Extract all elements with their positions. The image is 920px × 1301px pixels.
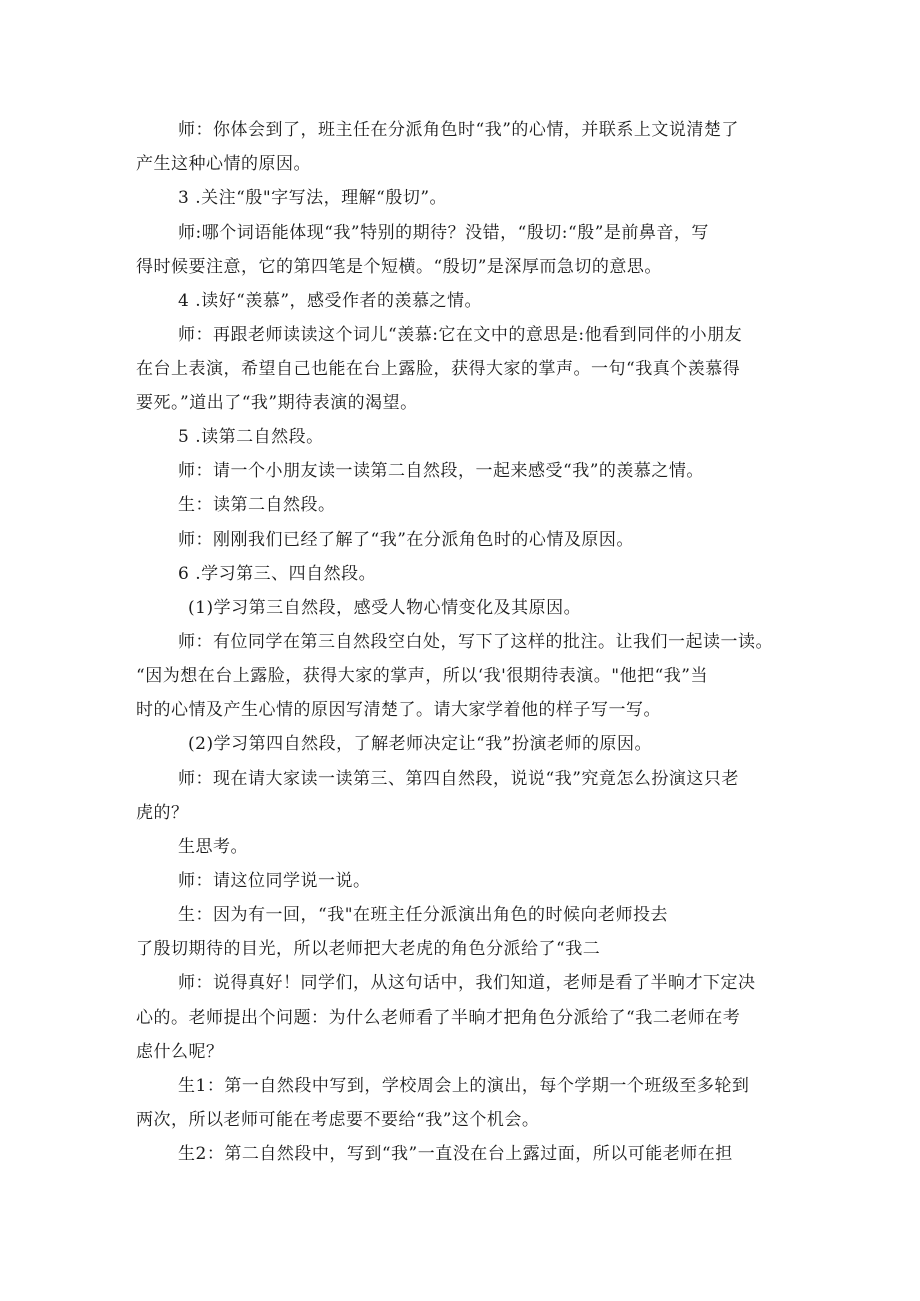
paragraph-line: 虑什么呢？ bbox=[136, 1042, 224, 1062]
paragraph-line: 生1：第一自然段中写到，学校周会上的演出，每个学期一个班级至多轮到 bbox=[178, 1076, 750, 1096]
paragraph-line: 师：刚刚我们已经了解了“我”在分派角色时的心情及原因。 bbox=[178, 530, 634, 550]
paragraph-line: 虎的？ bbox=[136, 803, 189, 823]
paragraph-line: 师：请这位同学说一说。 bbox=[178, 871, 371, 891]
paragraph-line: 师：你体会到了，班主任在分派角色时“我”的心情，并联系上文说清楚了 bbox=[178, 120, 739, 140]
paragraph-line: “因为想在台上露脸，获得大家的掌声，所以‘我'很期待表演。"他把“我”当 bbox=[136, 666, 708, 686]
paragraph-line: 时的心情及产生心情的原因写清楚了。请大家学着他的样子写一写。 bbox=[136, 700, 661, 720]
paragraph-line: 心的。老师提出个问题：为什么老师看了半晌才把角色分派给了“我二老师在考 bbox=[136, 1008, 741, 1028]
paragraph-line: 要死。”道出了“我”期待表演的渴望。 bbox=[136, 393, 418, 413]
section-heading: 4 .读好“羡慕”，感受作者的羡慕之情。 bbox=[178, 291, 483, 311]
section-heading: 3 .关注“殷"字写法，理解“殷切”。 bbox=[178, 188, 448, 208]
paragraph-line: 师：请一个小朋友读一读第二自然段，一起来感受“我”的羡慕之情。 bbox=[178, 461, 704, 481]
paragraph-line: 了殷切期待的目光，所以老师把大老虎的角色分派给了“我二 bbox=[136, 939, 601, 959]
paragraph-line: 两次，所以老师可能在考虑要不要给“我”这个机会。 bbox=[136, 1110, 540, 1130]
paragraph-line: 生：读第二自然段。 bbox=[178, 495, 336, 515]
section-heading: 6 .学习第三、四自然段。 bbox=[178, 564, 377, 584]
section-heading: 5 .读第二自然段。 bbox=[178, 427, 324, 447]
paragraph-line: 得时候要注意，它的第四笔是个短横。“殷切”是深厚而急切的意思。 bbox=[136, 257, 662, 277]
paragraph-line: 生2：第二自然段中，写到“我”一直没在台上露过面，所以可能老师在担 bbox=[178, 1144, 733, 1164]
paragraph-line: 在台上表演，希望自己也能在台上露脸，获得大家的掌声。一句“我真个羡慕得 bbox=[136, 359, 741, 379]
paragraph-line: 师：说得真好！同学们，从这句话中，我们知道，老师是看了半晌才下定决 bbox=[178, 973, 756, 993]
paragraph-line: 生思考。 bbox=[178, 837, 248, 857]
paragraph-line: 师：有位同学在第三自然段空白处，写下了这样的批注。让我们一起读一读。 bbox=[178, 632, 773, 652]
paragraph-line: 师：现在请大家读一读第三、第四自然段，说说“我”究竟怎么扮演这只老 bbox=[178, 769, 739, 789]
paragraph-line: 产生这种心情的原因。 bbox=[136, 154, 311, 174]
paragraph-line: 师：再跟老师读读这个词儿“羡慕:它在文中的意思是:他看到同伴的小朋友 bbox=[178, 325, 743, 345]
subsection-heading: (2)学习第四自然段，了解老师决定让“我”扮演老师的原因。 bbox=[188, 734, 652, 754]
paragraph-line: 生：因为有一回，“我"在班主任分派演出角色的时候向老师投去 bbox=[178, 905, 669, 925]
subsection-heading: (1)学习第三自然段，感受人物心情变化及其原因。 bbox=[188, 598, 582, 618]
paragraph-line: 师:哪个词语能体现“我”特别的期待？没错，“殷切:“殷”是前鼻音，写 bbox=[178, 223, 709, 243]
